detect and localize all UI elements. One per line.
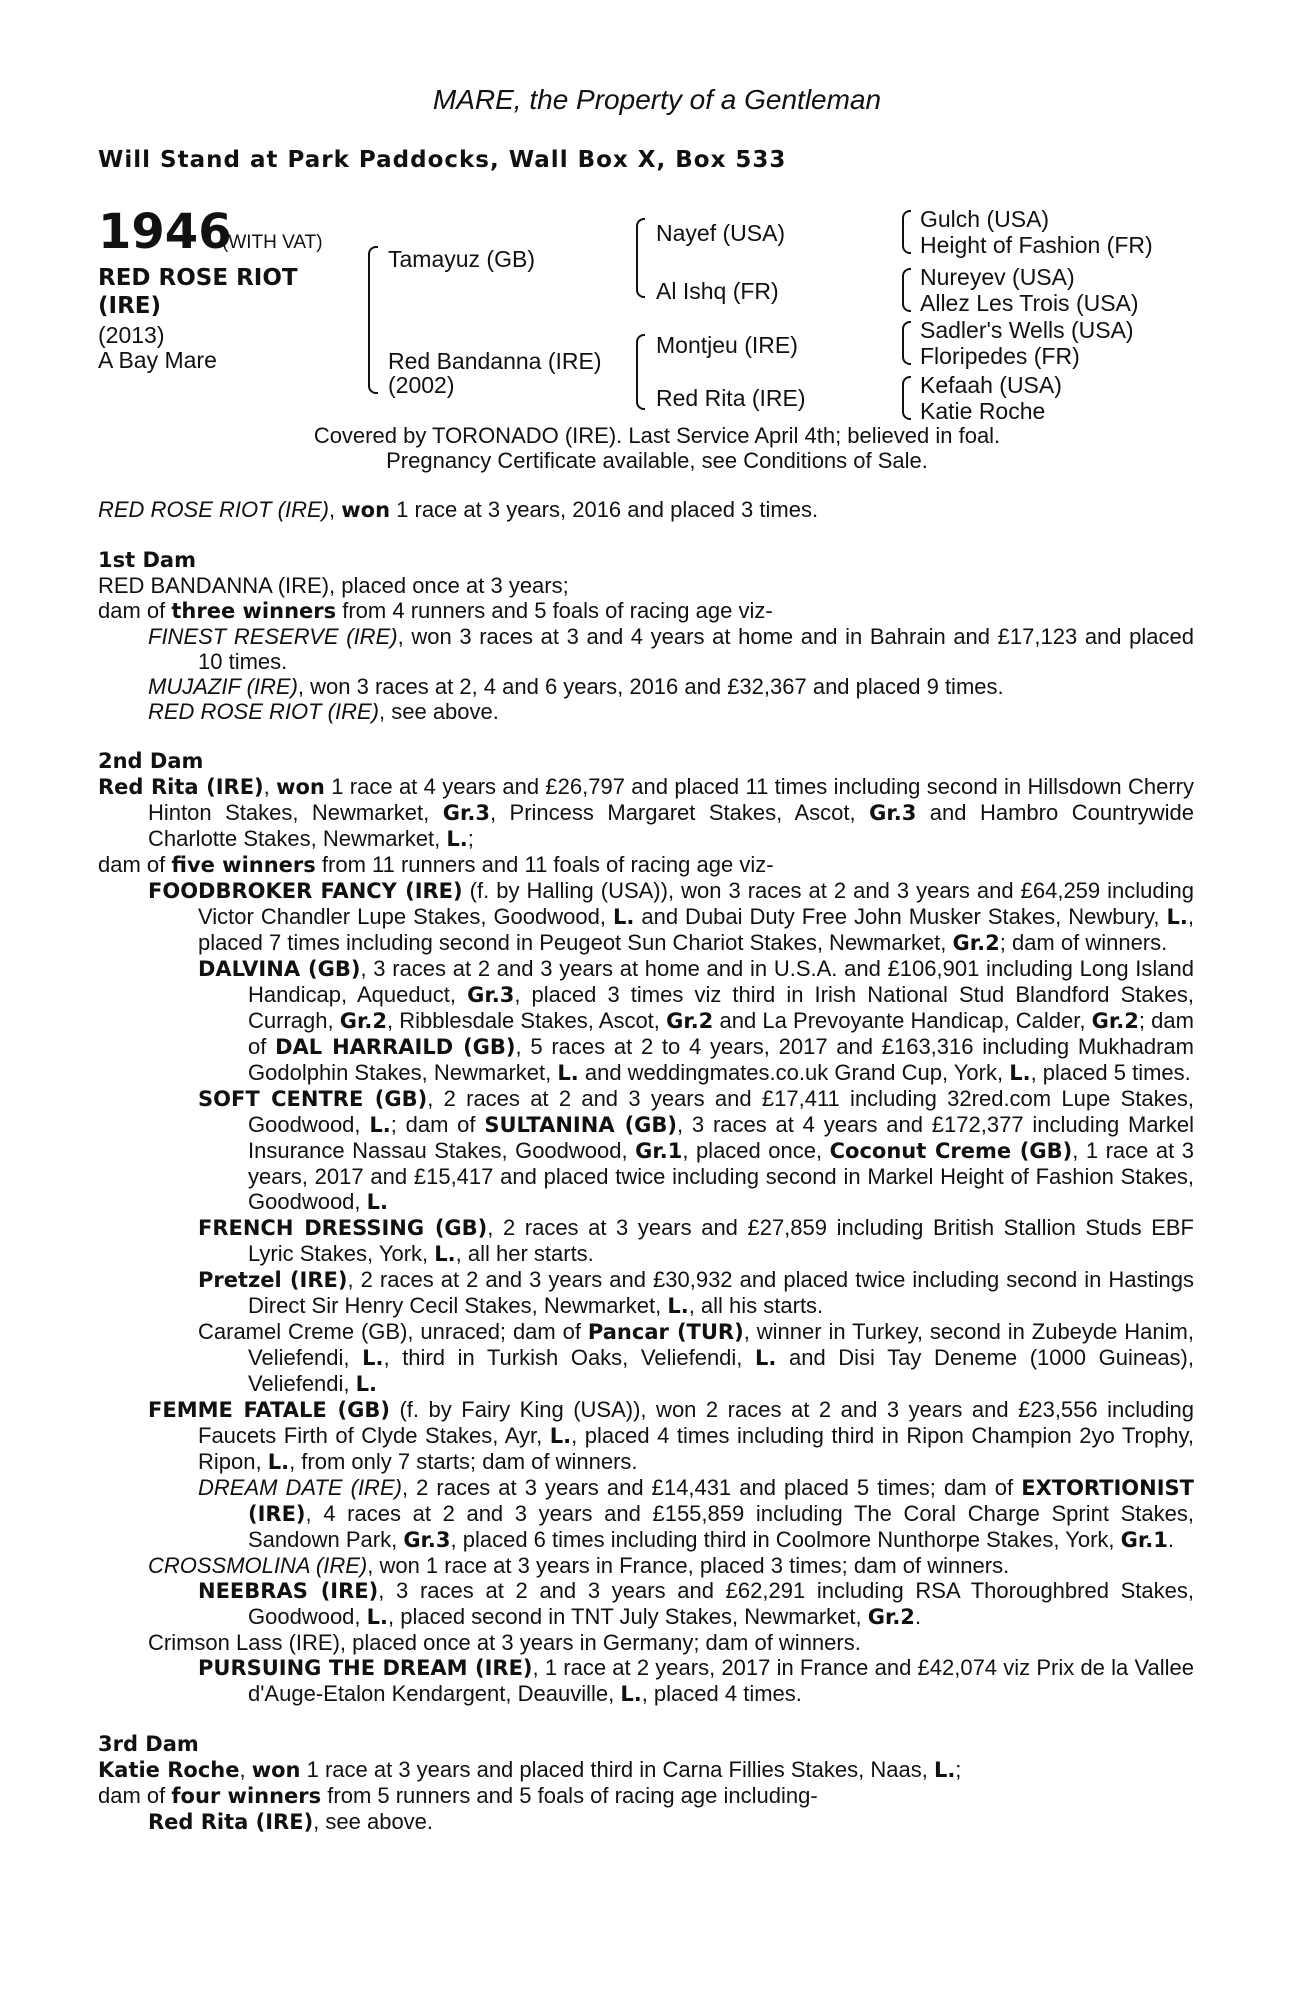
produce-entry: NEEBRAS (IRE), 3 races at 2 and 3 years and £62,291 including RSA Thoroughbred Stakes, Goodwood, L., placed second in TNT July Stakes, Newmarket, Gr.2. <box>198 1578 1195 1629</box>
second-dam-heading: 2nd Dam <box>98 749 204 773</box>
pedigree-sire-sire: Nayef (USA) <box>656 220 786 246</box>
pedigree-sd-dam: Allez Les Trois (USA) <box>920 290 1139 316</box>
produce-entry: Red Rita (IRE), see above. <box>148 1809 434 1834</box>
pedigree-dam: Red Bandanna (IRE) <box>388 348 602 374</box>
horse-description: A Bay Mare <box>98 347 217 373</box>
page-title: MARE, the Property of a Gentleman <box>432 84 882 115</box>
pedigree-dam-dam: Red Rita (IRE) <box>656 385 806 411</box>
horse-name: RED ROSE RIOT (IRE) <box>98 265 298 319</box>
produce-entry: FOODBROKER FANCY (IRE) (f. by Halling (USA)), won 3 races at 2 and 3 years and £64,259 including Victor Chandler Lupe Stakes, Goodwood, L. and Dubai Duty Free John Musker Stakes, Newbury, L., placed 7 times including second in Peugeot Sun Chariot Stakes, Newmarket, Gr.2; dam of winners. <box>148 878 1195 955</box>
produce-entry: Crimson Lass (IRE), placed once at 3 years in Germany; dam of winners. <box>148 1630 861 1655</box>
lot-vat: (WITH VAT) <box>222 232 323 253</box>
produce-entry: Caramel Creme (GB), unraced; dam of Pancar (TUR), winner in Turkey, second in Zubeyde Hanim, Veliefendi, L., third in Turkish Oaks, Veliefendi, L. and Disi Tay Deneme (1000 Guineas), Veliefendi, L. <box>198 1319 1194 1396</box>
pedigree-ds-sire: Sadler's Wells (USA) <box>920 317 1134 343</box>
pedigree-bracket-2a <box>636 218 645 298</box>
produce-entry: DREAM DATE (IRE), 2 races at 3 years and £14,431 and placed 5 times; dam of EXTORTIONIST (IRE), 4 races at 2 and 3 years and £155,859 including The Coral Charge Sprint Stakes, Sandown Park, Gr.3, placed 6 times including third in Coolmore Nunthorpe Stakes, York, Gr.1. <box>198 1475 1194 1552</box>
first-dam-heading: 1st Dam <box>98 548 196 572</box>
horse-year: (2013) <box>98 322 165 348</box>
pedigree-bracket-2b <box>636 334 645 410</box>
produce-entry: PURSUING THE DREAM (IRE), 1 race at 2 years, 2017 in France and £42,074 viz Prix de la Vallee d'Auge-Etalon Kendargent, Deauville, L., placed 4 times. <box>198 1655 1194 1706</box>
third-dam-produce-summary: dam of four winners from 5 runners and 5 foals of racing age including- <box>98 1783 818 1808</box>
produce-entry: CROSSMOLINA (IRE), won 1 race at 3 years in France, placed 3 times; dam of winners. <box>148 1553 1010 1578</box>
produce-entry: FEMME FATALE (GB) (f. by Fairy King (USA)), won 2 races at 2 and 3 years and £23,556 including Faucets Firth of Clyde Stakes, Ayr, L., placed 4 times including third in Ripon Champion 2yo Trophy, Ripon, L., from only 7 starts; dam of winners. <box>148 1397 1194 1474</box>
produce-entry: RED ROSE RIOT (IRE), see above. <box>148 699 499 724</box>
pedigree-dd-dam: Katie Roche <box>920 398 1046 424</box>
produce-entry: DALVINA (GB), 3 races at 2 and 3 years at home and in U.S.A. and £106,901 including Long Island Handicap, Aqueduct, Gr.3, placed 3 times viz third in Irish National Stud Blandford Stakes, Curragh, Gr.2, Ribblesdale Stakes, Ascot, Gr.2 and La Prevoyante Handicap, Calder, Gr.2; dam of DAL HARRAILD (GB), 5 races at 2 to 4 years, 2017 and £163,316 including Mukhadram Godolphin Stakes, Newmarket, L. and weddingmates.co.uk Grand Cup, York, L., placed 5 times. <box>198 956 1194 1085</box>
pedigree-bracket-3b <box>902 268 911 312</box>
pedigree-dam-sire: Montjeu (IRE) <box>656 332 798 358</box>
produce-entry: FRENCH DRESSING (GB), 2 races at 3 years and £27,859 including British Stallion Studs EBF Lyric Stakes, York, L., all her starts. <box>198 1215 1194 1266</box>
second-dam-record: Red Rita (IRE), won 1 race at 4 years and £26,797 and placed 11 times including second in Hillsdown Cherry Hinton Stakes, Newmarket, Gr.3, Princess Margaret Stakes, Ascot, Gr.3 and Hambro Countrywide Charlotte Stakes, Newmarket, L.; <box>98 774 1195 851</box>
produce-entry: Pretzel (IRE), 2 races at 2 and 3 years and £30,932 and placed twice including second in Hastings Direct Sir Henry Cecil Stakes, Newmarket, L., all his starts. <box>198 1267 1195 1318</box>
pedigree-bracket-1 <box>368 246 378 394</box>
pedigree-bracket-3a <box>902 210 911 254</box>
produce-entry: SOFT CENTRE (GB), 2 races at 2 and 3 years and £17,411 including 32red.com Lupe Stakes, Goodwood, L.; dam of SULTANINA (GB), 3 races at 4 years and £172,377 including Markel Insurance Nassau Stakes, Goodwood, Gr.1, placed once, Coconut Creme (GB), 1 race at 3 years, 2017 and £15,417 and placed twice including second in Markel Height of Fashion Stakes, Goodwood, L. <box>198 1086 1195 1214</box>
pedigree-dam-year: (2002) <box>388 372 455 398</box>
produce-entry: FINEST RESERVE (IRE), won 3 races at 3 and 4 years at home and in Bahrain and £17,123 and placed 10 times. <box>148 624 1194 674</box>
first-dam-produce-summary: dam of three winners from 4 runners and 5 foals of racing age viz- <box>98 598 773 623</box>
second-dam-produce-summary: dam of five winners from 11 runners and 11 foals of racing age viz- <box>98 852 774 877</box>
pedigree-ss-dam: Height of Fashion (FR) <box>920 232 1153 258</box>
pedigree-dd-sire: Kefaah (USA) <box>920 372 1062 398</box>
lot-number: 1946 <box>98 204 232 260</box>
race-record: RED ROSE RIOT (IRE), won 1 race at 3 years, 2016 and placed 3 times. <box>98 497 819 522</box>
pedigree-ds-dam: Floripedes (FR) <box>920 343 1080 369</box>
pedigree-bracket-3d <box>902 376 911 420</box>
stand-location: Will Stand at Park Paddocks, Wall Box X, Box 533 <box>98 147 787 173</box>
pedigree-bracket-3c <box>902 321 911 365</box>
first-dam-intro: RED BANDANNA (IRE), placed once at 3 years; <box>98 573 569 598</box>
produce-entry: MUJAZIF (IRE), won 3 races at 2, 4 and 6 years, 2016 and £32,367 and placed 9 times. <box>148 674 1004 699</box>
third-dam-record: Katie Roche, won 1 race at 3 years and placed third in Carna Fillies Stakes, Naas, L.; <box>98 1757 962 1782</box>
cover-line-1: Covered by TORONADO (IRE). Last Service April 4th; believed in foal. <box>313 423 1001 448</box>
pedigree-sire: Tamayuz (GB) <box>388 246 535 272</box>
third-dam-heading: 3rd Dam <box>98 1732 199 1756</box>
cover-line-2: Pregnancy Certificate available, see Conditions of Sale. <box>386 448 928 473</box>
pedigree-sire-dam: Al Ishq (FR) <box>656 278 779 304</box>
pedigree-sd-sire: Nureyev (USA) <box>920 264 1075 290</box>
pedigree-ss-sire: Gulch (USA) <box>920 206 1050 232</box>
catalogue-body <box>98 497 1194 1835</box>
